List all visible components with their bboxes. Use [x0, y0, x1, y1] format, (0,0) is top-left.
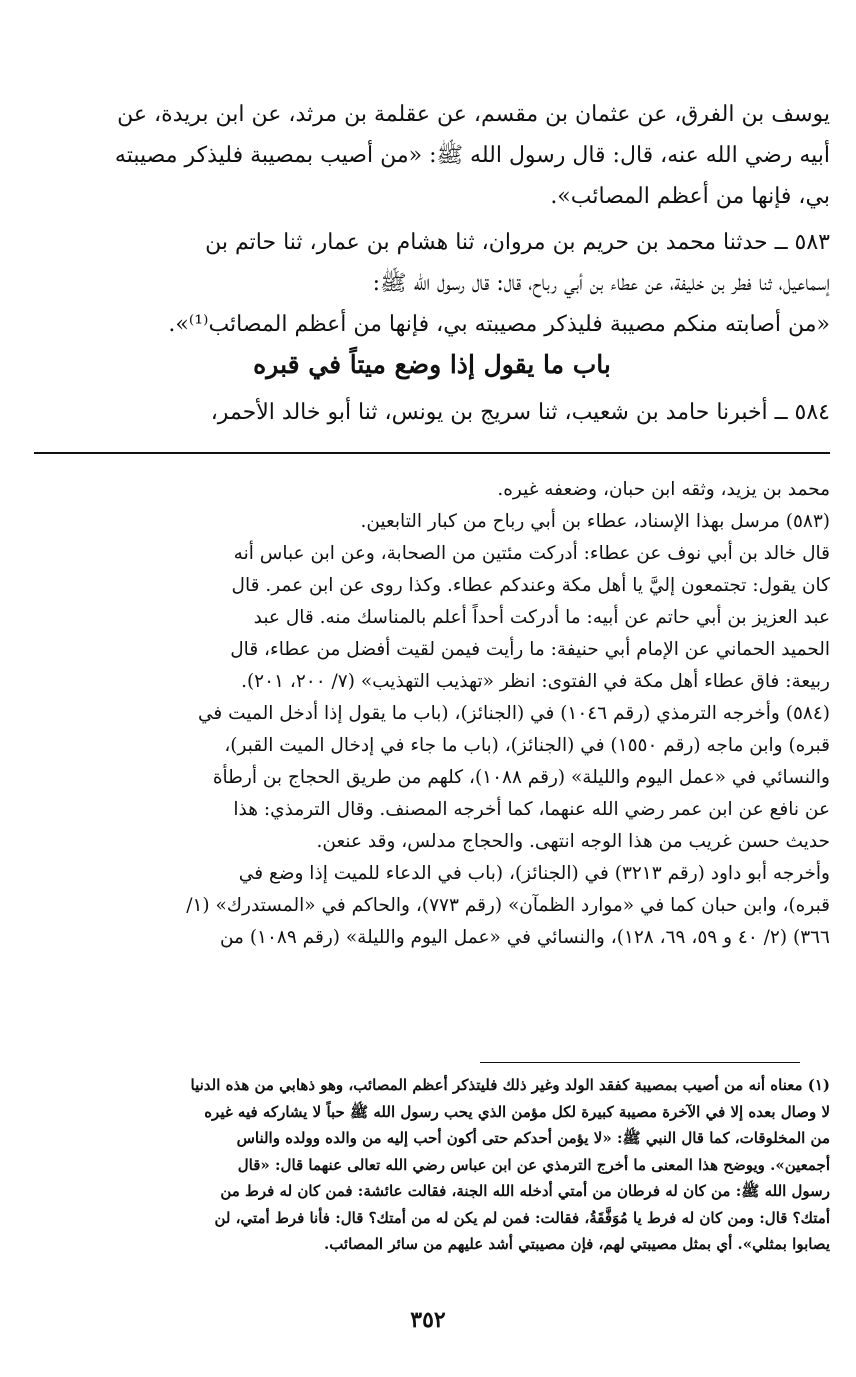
- commentary-line: الحميد الحماني عن الإمام أبي حنيفة: ما رأيت فيمن لقيت أفضل من عطاء، قال: [230, 639, 830, 660]
- footnote-divider: [480, 1062, 800, 1063]
- main-text-line: بي، فإنها من أعظم المصائب».: [550, 184, 830, 209]
- main-text-line: إسماعيل، ثنا فطر بن خليفة، عن عطاء بن أبي رباح، قال: قال رسول الله ﷺ:: [372, 271, 830, 296]
- footnote-line: يصابوا بمثلي». أي بمثل مصيبتي لهم، فإن مصيبتي أشد عليهم من سائر المصائب.: [323, 1235, 830, 1253]
- main-text-continued: [34, 392, 830, 433]
- main-text-line: ٥٨٤ ــ أخبرنا حامد بن شعيب، ثنا سريج بن يونس، ثنا أبو خالد الأحمر،: [210, 400, 830, 425]
- commentary-line: عن نافع عن ابن عمر رضي الله عنهما، كما أخرجه المصنف. وقال الترمذي: هذا: [233, 799, 830, 820]
- main-text-line: يوسف بن الفرق، عن عثمان بن مقسم، عن عقلمة بن مرثد، عن ابن بريدة، عن: [117, 102, 830, 127]
- commentary: [34, 474, 830, 954]
- commentary-line: (٥٨٤) وأخرجه الترمذي (رقم ١٠٤٦) في (الجنائز)، (باب ما يقول إذا أدخل الميت في: [198, 703, 830, 724]
- commentary-line: قبره) وابن ماجه (رقم ١٥٥٠) في (الجنائز)، (باب ما جاء في إدخال الميت القبر)،: [224, 735, 830, 756]
- chapter-heading: باب ما يقول إذا وضع ميتاً في قبره: [253, 350, 611, 379]
- commentary-line: ربيعة: فاق عطاء أهل مكة في الفتوى: انظر «تهذيب التهذيب» (٧/ ٢٠٠، ٢٠١).: [241, 671, 830, 692]
- footnote-line: (١) معناه أنه من أصيب بمصيبة كفقد الولد وغير ذلك فليتذكر أعظم المصائب، وهو ذهابي من هذه الدنيا: [190, 1076, 830, 1094]
- footnote-line: أجمعين». ويوضح هذا المعنى ما أخرج الترمذي عن ابن عباس رضي الله تعالى عنهما قال: «قال: [237, 1155, 830, 1174]
- main-text-line: «من أصابته منكم مصيبة فليذكر مصيبته بي، فإنها من أعظم المصائب⁽¹⁾».: [168, 312, 830, 337]
- commentary-line: عبد العزيز بن أبي حاتم عن أبيه: ما أدركت أحداً أعلم بالمناسك منه. قال عبد: [253, 607, 830, 628]
- commentary-line: حديث حسن غريب من هذا الوجه انتهى. والحجاج مدلس، وقد عنعن.: [316, 831, 830, 852]
- main-text: [34, 94, 830, 345]
- commentary-line: قبره)، وابن حبان كما في «موارد الظمآن» (رقم ٧٧٣)، والحاكم في «المستدرك» (١/: [186, 895, 830, 916]
- main-text-line: أبيه رضي الله عنه، قال: قال رسول الله ﷺ: «من أصيب بمصيبة فليذكر مصيبته: [114, 143, 830, 168]
- main-text-line: ٥٨٣ ــ حدثنا محمد بن حريم بن مروان، ثنا هشام بن عمار، ثنا حاتم بن: [205, 230, 830, 255]
- commentary-line: والنسائي في «عمل اليوم والليلة» (رقم ١٠٨٨)، كلهم من طريق الحجاج بن أرطأة: [212, 767, 830, 788]
- footnote: [34, 1072, 830, 1258]
- commentary-line: وأخرجه أبو داود (رقم ٣٢١٣) في (الجنائز)، (باب في الدعاء للميت إذا وضع في: [238, 863, 830, 884]
- footnote-line: لا وصال بعده إلا في الآخرة مصيبة كبيرة لكل مؤمن الذي يحب رسول الله ﷺ حباً لا يشاركه فيه غيره: [204, 1102, 830, 1121]
- main-divider: [34, 452, 830, 454]
- commentary-line: (٥٨٣) مرسل بهذا الإسناد، عطاء بن أبي رباح من كبار التابعين.: [360, 511, 830, 532]
- commentary-line: ٣٦٦) (٢/ ٤٠ و ٥٩، ٦٩، ١٢٨)، والنسائي في «عمل اليوم والليلة» (رقم ١٠٨٩) من: [219, 927, 830, 948]
- footnote-line: رسول الله ﷺ: من كان له فرطان من أمتي أدخله الله الجنة، فقالت عائشة: فمن كان له فرط من: [220, 1182, 830, 1200]
- page-number: ٣٥٢: [410, 1307, 446, 1333]
- commentary-line: محمد بن يزيد، وثقه ابن حبان، وضعفه غيره.: [497, 479, 830, 500]
- commentary-line: قال خالد بن أبي نوف عن عطاء: أدركت مئتين من الصحابة، وعن ابن عباس أنه: [233, 543, 830, 564]
- footnote-line: من المخلوقات، كما قال النبي ﷺ: «لا يؤمن أحدكم حتى أكون أحب إليه من والده وولده والناس: [236, 1129, 830, 1147]
- footnote-line: أمتك؟ قال: ومن كان له فرط يا مُوَفَّقَةُ، فقالت: فمن لم يكن له من أمتك؟ قال: فأنا فرط أمتي، لن: [214, 1208, 830, 1227]
- commentary-line: كان يقول: تجتمعون إليَّ يا أهل مكة وعندكم عطاء. وكذا روى عن ابن عمر. قال: [231, 575, 830, 596]
